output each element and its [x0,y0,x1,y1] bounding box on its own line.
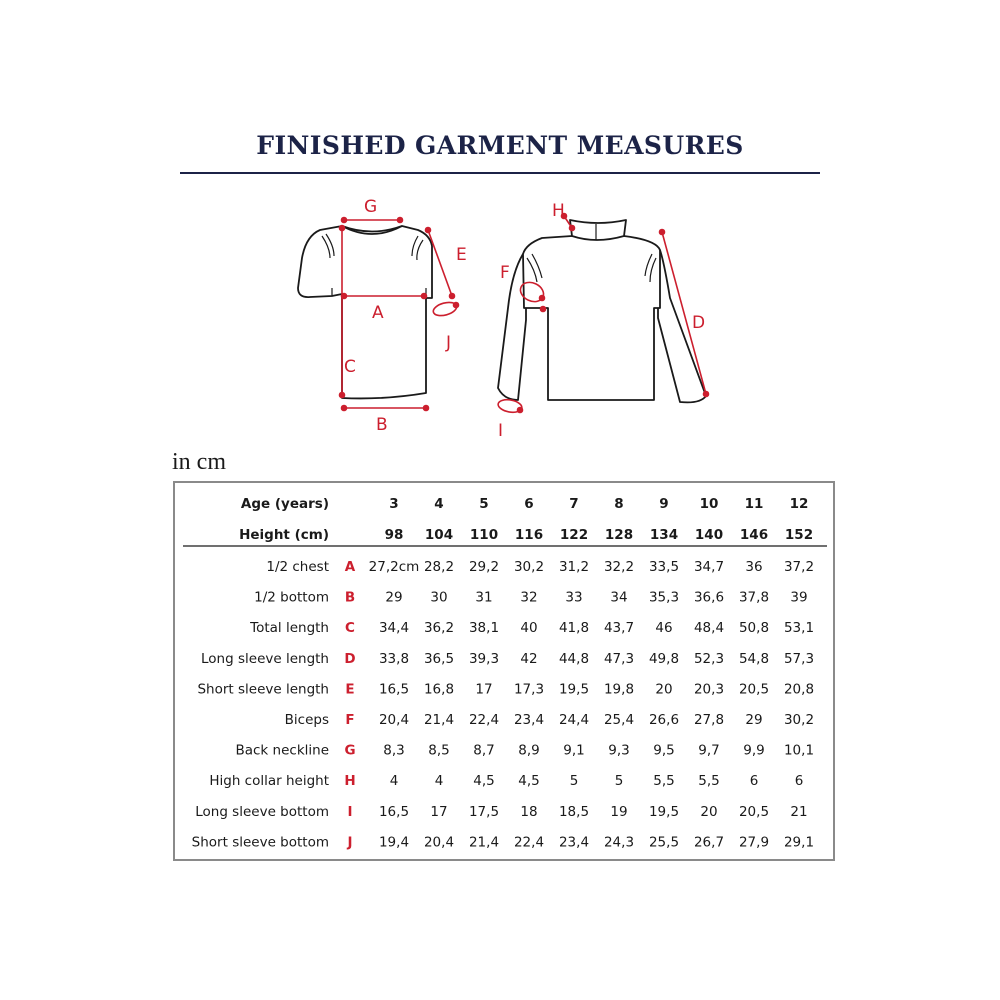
table-cell: 18 [520,803,538,820]
row-letter: C [345,620,355,637]
age-header-label: Age (years) [240,496,329,512]
table-cell: 46 [655,620,673,637]
diagram-label-g: G [364,197,378,217]
table-cell: 5 [569,773,579,790]
long-sleeve-shirt-drawing [498,220,706,402]
age-cell: 10 [699,496,719,512]
table-cell: 34,4 [378,620,410,637]
table-cell: 9,3 [608,742,630,759]
row-label: Long sleeve length [201,650,329,667]
table-cell: 44,8 [558,650,590,667]
table-cell: 29,1 [783,834,815,851]
height-cell: 122 [559,527,589,543]
row-label: Total length [250,620,329,637]
diagram-label-j: J [446,333,452,353]
age-cell: 5 [479,496,489,512]
height-cell: 98 [384,527,404,543]
age-cell: 12 [789,496,809,512]
row-letter: F [345,712,355,728]
row-letter: D [344,650,356,667]
age-cell: 3 [389,496,399,512]
table-cell: 30 [430,589,448,606]
table-cell: 34 [610,589,628,606]
height-cell: 128 [604,527,634,543]
height-cell: 104 [424,527,454,543]
table-cell: 29,2 [468,559,500,575]
table-cell: 22,4 [513,834,545,851]
height-cell: 116 [514,527,544,543]
table-cell: 37,2 [783,559,815,575]
height-cell: 140 [694,527,724,543]
row-letter: B [344,589,356,606]
row-letter: A [344,559,356,575]
table-cell: 5,5 [653,773,675,790]
row-letter: J [347,834,353,851]
table-cell: 36,5 [423,650,455,667]
table-cell: 22,4 [468,712,500,728]
age-cell: 7 [569,496,579,512]
table-cell: 20,3 [693,681,725,698]
diagram-label-f: F [500,263,510,283]
diagram-label-a: A [372,303,384,323]
table-cell: 4,5 [473,773,495,790]
table-cell: 57,3 [783,650,815,667]
table-cell: 21 [790,803,808,820]
table-cell: 48,4 [693,620,725,637]
row-label: 1/2 bottom [254,589,329,606]
measurement-table [173,481,835,861]
table-cell: 28,2 [423,559,455,575]
table-cell: 6 [794,773,804,790]
table-cell: 19,5 [648,803,680,820]
row-label: Short sleeve length [197,681,329,698]
table-cell: 26,6 [648,712,680,728]
table-cell: 49,8 [648,650,680,667]
garment-diagram [280,188,720,448]
table-cell: 18,5 [558,803,590,820]
short-sleeve-shirt-drawing [298,226,432,398]
height-cell: 134 [649,527,679,543]
table-cell: 42 [520,650,538,667]
table-cell: 36,2 [423,620,455,637]
title-divider [180,172,820,174]
row-letter: H [344,773,356,790]
table-cell: 40 [520,620,538,637]
row-letter: I [347,803,353,820]
table-cell: 34,7 [693,559,725,575]
table-cell: 19,8 [603,681,635,698]
table-cell: 26,7 [693,834,725,851]
table-cell: 39,3 [468,650,500,667]
table-cell: 6 [749,773,759,790]
table-cell: 32,2 [603,559,635,575]
table-cell: 36,6 [693,589,725,606]
table-cell: 27,8 [693,712,725,728]
table-cell: 29 [385,589,403,606]
table-cell: 19 [610,803,628,820]
table-cell: 41,8 [558,620,590,637]
unit-label: in cm [172,449,226,475]
table-cell: 33,8 [378,650,410,667]
table-cell: 25,4 [603,712,635,728]
table-cell: 10,1 [783,742,815,759]
table-cell: 8,9 [518,742,540,759]
table-cell: 29 [745,712,763,728]
table-cell: 8,3 [383,742,405,759]
age-cell: 8 [614,496,624,512]
table-cell: 5 [614,773,624,790]
height-cell: 152 [784,527,814,543]
table-cell: 50,8 [738,620,770,637]
table-cell: 19,4 [378,834,410,851]
table-cell: 31,2 [558,559,590,575]
table-cell: 25,5 [648,834,680,851]
diagram-label-c: C [344,357,356,377]
table-cell: 24,4 [558,712,590,728]
table-cell: 35,3 [648,589,680,606]
table-cell: 37,8 [738,589,770,606]
table-cell: 53,1 [783,620,815,637]
row-letter: E [345,681,355,698]
table-cell: 52,3 [693,650,725,667]
table-cell: 20 [655,681,673,698]
table-cell: 24,3 [603,834,635,851]
table-cell: 9,5 [653,742,675,759]
diagram-label-b: B [376,415,388,435]
table-cell: 36 [745,559,763,575]
measurement-table-grid [175,483,833,859]
table-cell: 31 [475,589,493,606]
table-cell: 16,5 [378,681,410,698]
table-cell: 8,7 [473,742,495,759]
height-cell: 110 [469,527,499,543]
height-header-label: Height (cm) [239,527,329,543]
table-cell: 8,5 [428,742,450,759]
table-cell: 30,2 [513,559,545,575]
age-cell: 9 [659,496,669,512]
diagram-label-d: D [692,313,706,333]
table-cell: 33 [565,589,583,606]
table-cell: 20,5 [738,803,770,820]
height-cell: 146 [739,527,769,543]
table-cell: 20,5 [738,681,770,698]
row-label: Short sleeve bottom [191,834,329,851]
table-cell: 19,5 [558,681,590,698]
table-cell: 38,1 [468,620,500,637]
row-letter: G [344,742,356,759]
table-cell: 27,9 [738,834,770,851]
table-cell: 21,4 [423,712,455,728]
table-cell: 30,2 [783,712,815,728]
table-cell: 20 [700,803,718,820]
table-cell: 23,4 [558,834,590,851]
table-cell: 9,9 [743,742,765,759]
page-title: FINISHED GARMENT MEASURES [256,131,744,160]
table-cell: 20,8 [783,681,815,698]
table-cell: 4 [434,773,444,790]
table-cell: 54,8 [738,650,770,667]
table-cell: 39 [790,589,808,606]
row-label: Biceps [284,712,329,728]
table-cell: 4,5 [518,773,540,790]
table-cell: 27,2cm [368,559,420,575]
table-cell: 20,4 [378,712,410,728]
table-cell: 17,5 [468,803,500,820]
diagram-label-e: E [456,245,467,265]
table-cell: 33,5 [648,559,680,575]
age-cell: 4 [434,496,444,512]
table-cell: 17 [430,803,448,820]
table-cell: 17,3 [513,681,545,698]
table-cell: 23,4 [513,712,545,728]
table-cell: 17 [475,681,493,698]
diagram-label-i: I [498,421,504,441]
table-cell: 21,4 [468,834,500,851]
row-label: Back neckline [235,742,329,759]
table-cell: 47,3 [603,650,635,667]
table-cell: 9,1 [563,742,585,759]
row-label: High collar height [209,773,329,790]
table-cell: 43,7 [603,620,635,637]
table-cell: 20,4 [423,834,455,851]
table-cell: 16,8 [423,681,455,698]
table-cell: 9,7 [698,742,720,759]
table-cell: 4 [389,773,399,790]
table-cell: 5,5 [698,773,720,790]
diagram-label-h: H [552,201,565,221]
row-label: 1/2 chest [266,559,329,575]
age-cell: 6 [524,496,534,512]
table-cell: 32 [520,589,538,606]
row-label: Long sleeve bottom [195,803,329,820]
table-cell: 16,5 [378,803,410,820]
age-cell: 11 [744,496,764,512]
